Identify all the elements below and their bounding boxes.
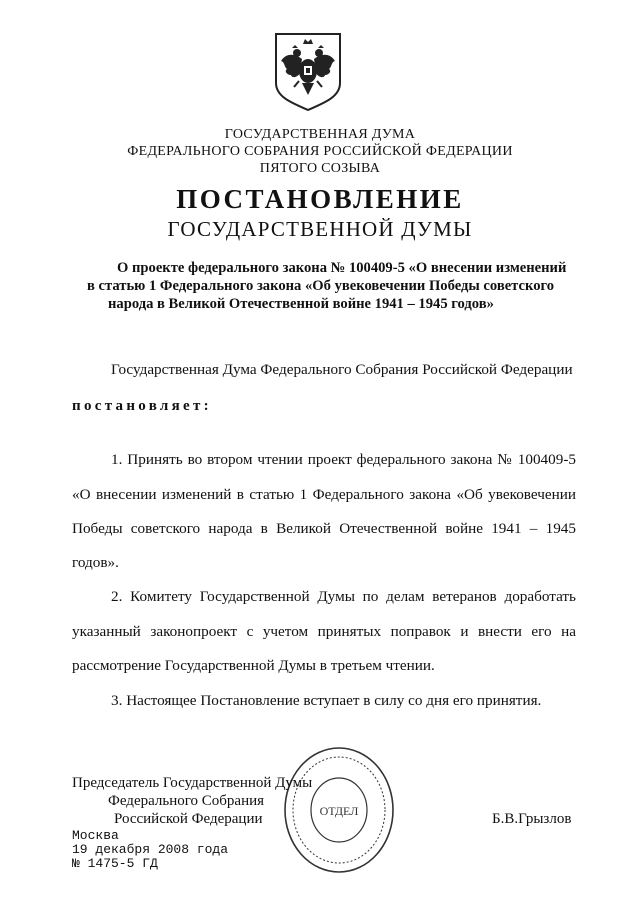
paragraph-1-line-1: 1. Принять во втором чтении проект федерального закона № 100409-5 <box>111 451 576 468</box>
footer-city: Москва <box>72 828 119 843</box>
signatory-name: Б.В.Грызлов <box>492 811 572 827</box>
org-line-2: ФЕДЕРАЛЬНОГО СОБРАНИЯ РОССИЙСКОЙ ФЕДЕРАЦИИ <box>127 144 513 159</box>
paragraph-2-line-1: 2. Комитету Государственной Думы по делам ветеранов доработать <box>111 588 576 605</box>
footer-date: 19 декабря 2008 года <box>72 842 229 857</box>
signature-title-line-2: Федерального Собрания <box>108 793 265 809</box>
stamp-center-text: ОТДЕЛ <box>319 804 359 818</box>
official-seal-stamp <box>282 745 396 875</box>
subject-line-3: народа в Великой Отечественной войне 1941 – 1945 годов» <box>108 296 494 312</box>
footer-number: № 1475-5 ГД <box>72 856 158 871</box>
org-line-3: ПЯТОГО СОЗЫВА <box>259 161 381 176</box>
subject-line-2: в статью 1 Федерального закона «Об увековечении Победы советского <box>87 278 555 294</box>
paragraph-1-line-4: годов». <box>72 554 119 571</box>
paragraph-2-line-3: рассмотрение Государственной Думы в третьем чтении. <box>72 657 435 674</box>
document-title: ПОСТАНОВЛЕНИЕ <box>176 184 464 214</box>
org-line-1: ГОСУДАРСТВЕННАЯ ДУМА <box>224 127 416 142</box>
paragraph-3-line-1: 3. Настоящее Постановление вступает в силу со дня его принятия. <box>111 692 542 709</box>
decree-word: постановляет: <box>72 398 212 414</box>
paragraph-2-line-2: указанный законопроект с учетом принятых поправок и внести его на <box>72 623 576 640</box>
document-subtitle: ГОСУДАРСТВЕННОЙ ДУМЫ <box>167 217 473 241</box>
signature-title-line-1: Председатель Государственной Думы <box>72 775 313 791</box>
coat-of-arms-emblem <box>272 31 344 113</box>
subject-line-1: О проекте федерального закона № 100409-5 «О внесении изменений <box>117 260 567 276</box>
preamble: Государственная Дума Федерального Собрания Российской Федерации <box>111 361 573 378</box>
paragraph-1-line-3: Победы советского народа в Великой Отечественной войне 1941 – 1945 <box>72 520 576 537</box>
paragraph-1-line-2: «О внесении изменений в статью 1 Федерального закона «Об увековечении <box>72 486 576 503</box>
signature-title-line-3: Российской Федерации <box>114 811 263 827</box>
